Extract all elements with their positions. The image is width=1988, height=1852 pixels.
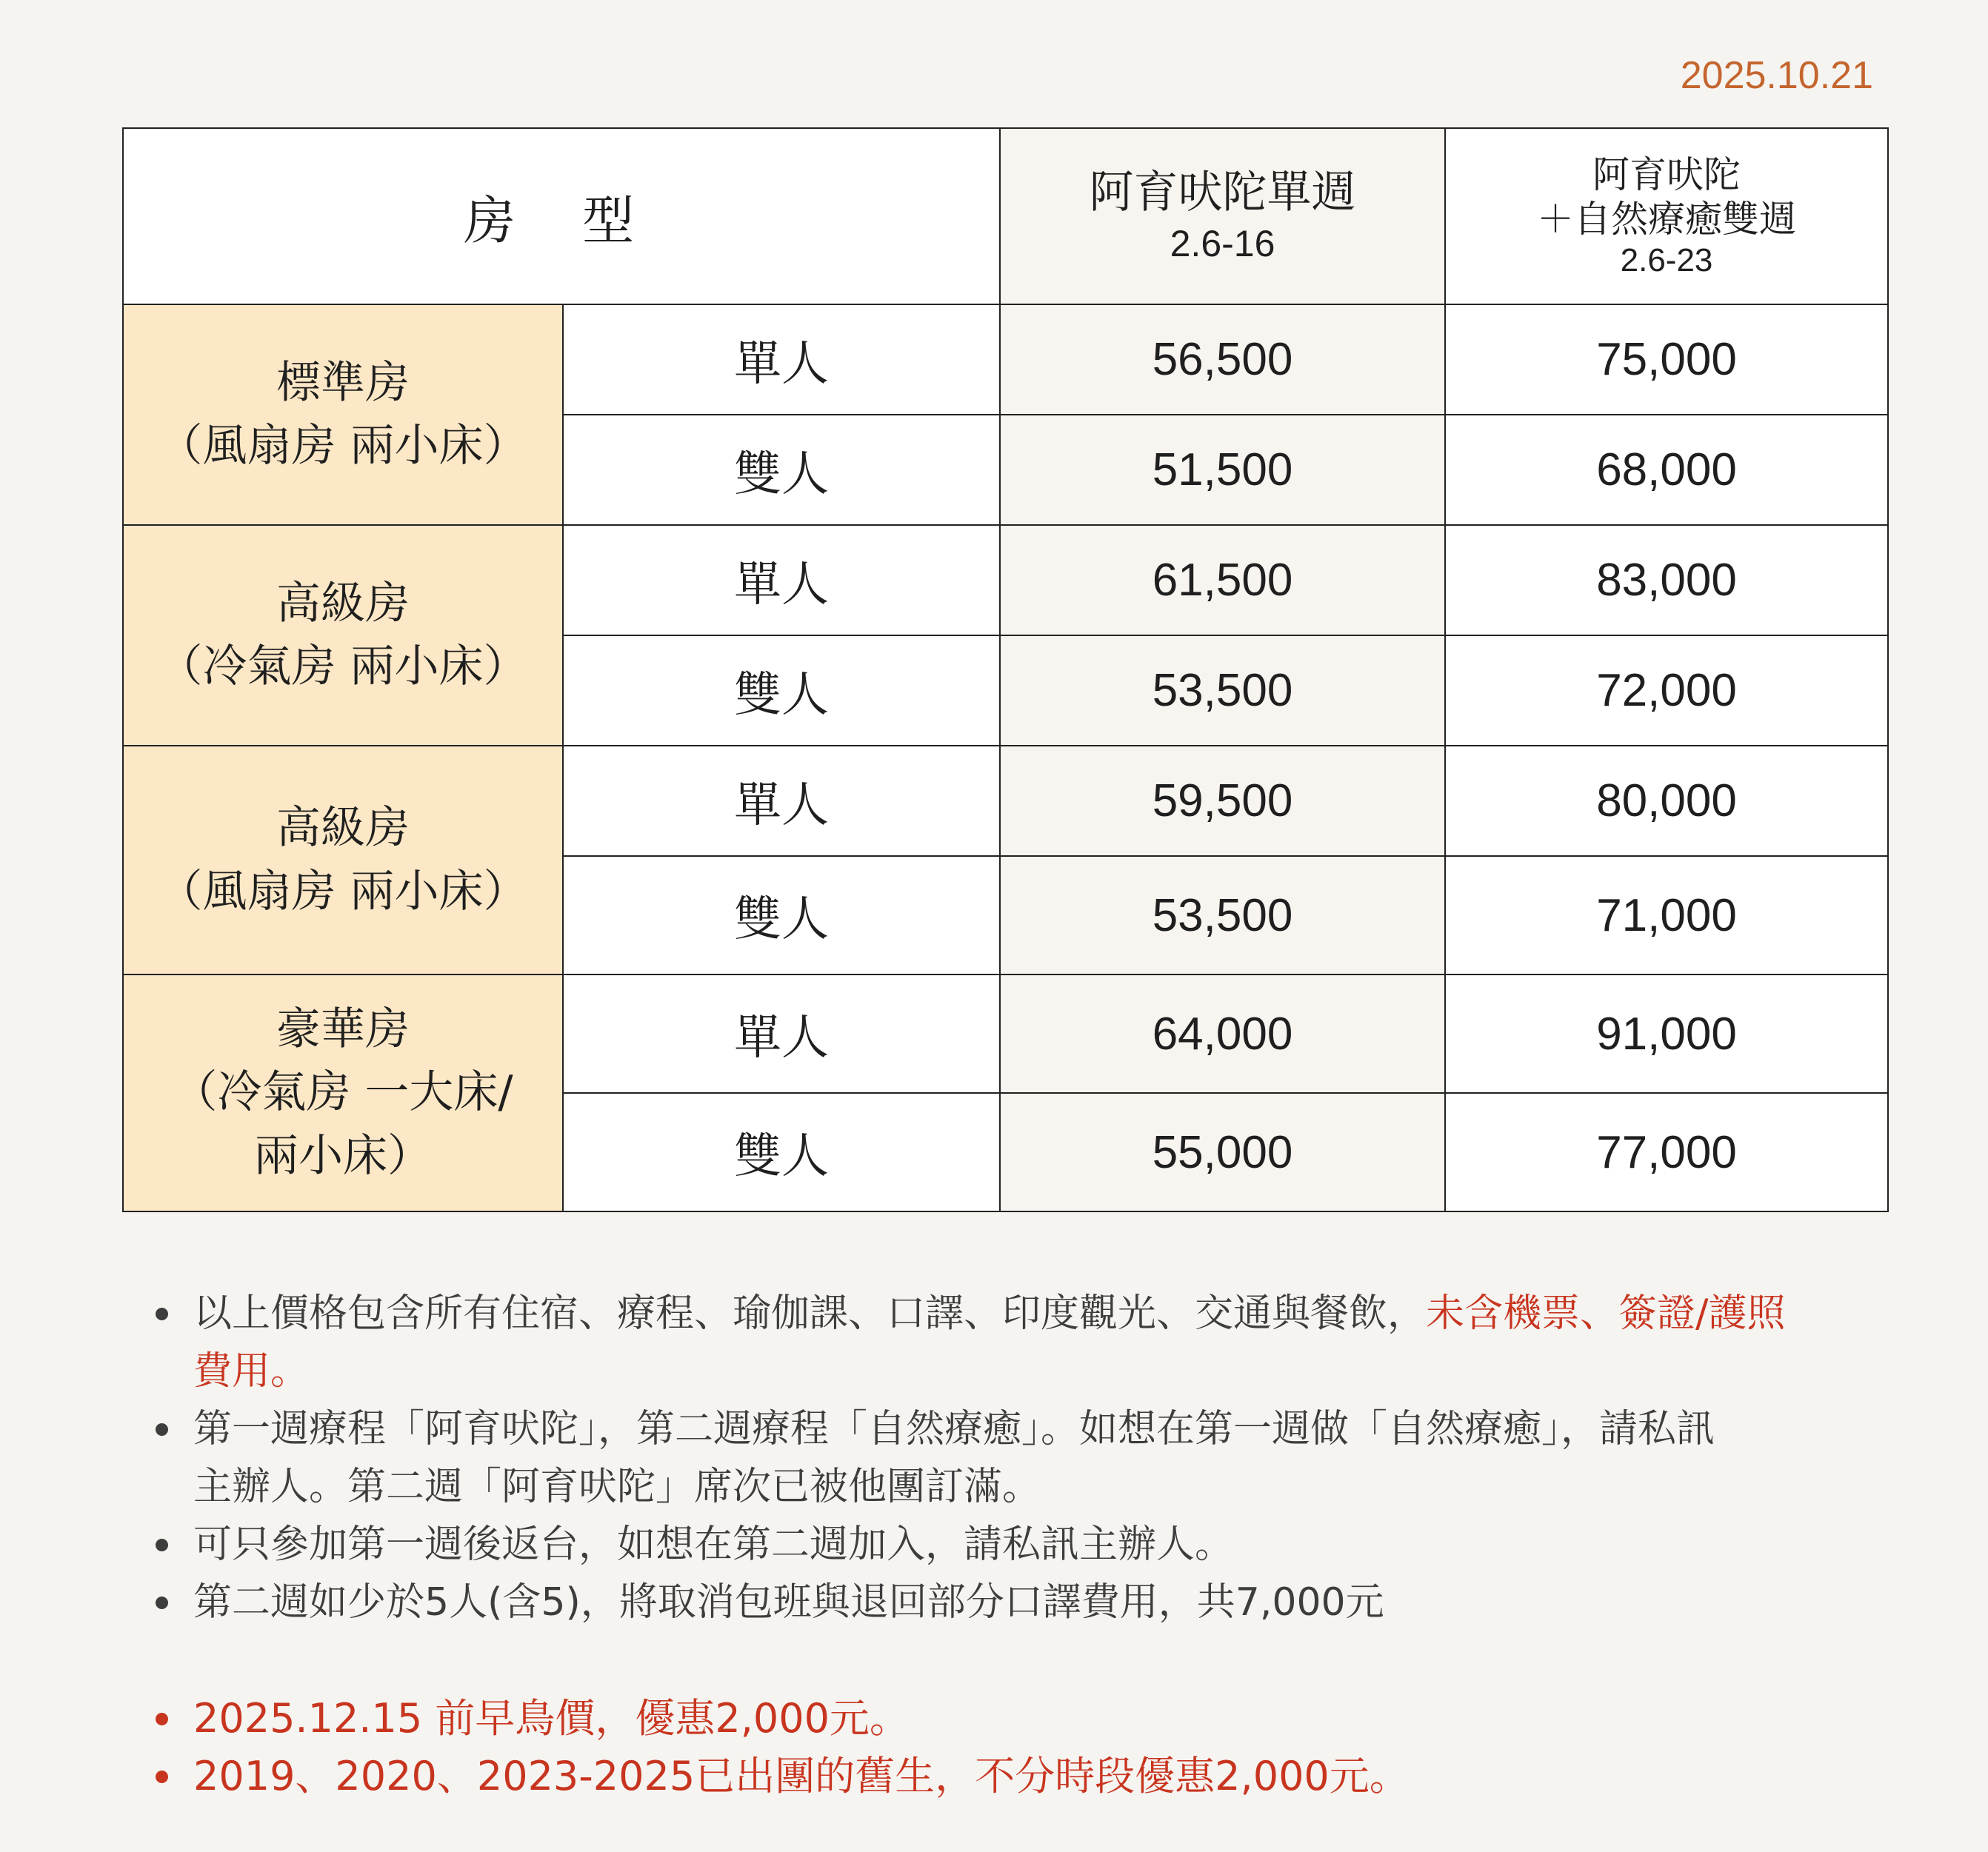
note-item (152, 1574, 1796, 1631)
week2-price-cell: 83,000 (1445, 525, 1888, 635)
table-row (123, 304, 1888, 415)
note-text: 可只參加第一週後返台，如想在第二週加入，請私訊主辦人。 (193, 1522, 1234, 1567)
room-name: 高級房 (276, 802, 410, 855)
week2-header (1445, 128, 1888, 304)
week1-price-cell: 51,500 (1000, 415, 1445, 525)
week1-title: 阿育吠陀單週 (1089, 167, 1356, 219)
table-row (123, 525, 1888, 635)
room-detail-cont: 兩小床） (254, 1129, 432, 1182)
week2-price-cell: 75,000 (1445, 304, 1888, 415)
week2-price-cell: 77,000 (1445, 1093, 1888, 1211)
room-name-cell (123, 746, 563, 975)
promo-text: 2025.12.15 前早鳥價，優惠2,000元。 (193, 1695, 910, 1742)
week2-price-cell: 80,000 (1445, 746, 1888, 856)
occupancy-cell: 單人 (563, 304, 1000, 415)
week1-dates: 2.6-16 (1170, 223, 1275, 265)
note-item (152, 1285, 1796, 1400)
week1-price-cell: 53,500 (1000, 856, 1445, 975)
occupancy-cell: 單人 (563, 975, 1000, 1093)
week1-price-cell: 56,500 (1000, 304, 1445, 415)
room-name-cell (123, 525, 563, 746)
week1-price-cell: 61,500 (1000, 525, 1445, 635)
room-name-cell (123, 975, 563, 1211)
notes-list (152, 1285, 1796, 1631)
occupancy-cell: 單人 (563, 746, 1000, 856)
week1-price-cell: 53,500 (1000, 635, 1445, 746)
promo-list (152, 1690, 1410, 1805)
room-name-cell (123, 304, 563, 525)
week2-title-line2: ＋自然療癒雙週 (1537, 197, 1797, 241)
note-text: 以上價格包含所有住宿、療程、瑜伽課、口譯、印度觀光、交通與餐飲， (193, 1291, 1427, 1336)
week1-header (1000, 128, 1445, 304)
occupancy-cell: 雙人 (563, 856, 1000, 975)
occupancy-cell: 雙人 (563, 1093, 1000, 1211)
occupancy-cell: 雙人 (563, 635, 1000, 746)
table-header-row (123, 128, 1888, 304)
table-row (123, 975, 1888, 1093)
table-row (123, 746, 1888, 856)
room-name: 高級房 (276, 577, 410, 629)
week1-price-cell: 55,000 (1000, 1093, 1445, 1211)
price-table (122, 127, 1889, 1212)
room-name: 標準房 (276, 356, 410, 409)
week2-dates: 2.6-23 (1620, 241, 1713, 278)
document-date: 2025.10.21 (1680, 54, 1873, 97)
promo-item (152, 1690, 1410, 1748)
week2-title-line1: 阿育吠陀 (1592, 153, 1741, 196)
week2-price-cell: 68,000 (1445, 415, 1888, 525)
promo-text: 2019、2020、2023-2025已出團的舊生，不分時段優惠2,000元。 (193, 1753, 1410, 1799)
week2-price-cell: 91,000 (1445, 975, 1888, 1093)
promo-item (152, 1748, 1410, 1805)
week1-price-cell: 59,500 (1000, 746, 1445, 856)
note-text: 第二週如少於5人(含5)，將取消包班與退回部分口譯費用，共7,000元 (193, 1580, 1384, 1625)
room-name: 豪華房 (276, 1003, 410, 1056)
week2-price-cell: 72,000 (1445, 635, 1888, 746)
room-detail: （風扇房 兩小床） (158, 865, 528, 917)
week1-price-cell: 64,000 (1000, 975, 1445, 1093)
room-detail: （冷氣房 一大床/ (173, 1066, 513, 1119)
note-text: 第一週療程「阿育吠陀」，第二週療程「自然療癒」。如想在第一週做「自然療癒」，請私訊主辦人。第二週「阿育吠陀」席次已被他團訂滿。 (193, 1407, 1715, 1509)
occupancy-cell: 雙人 (563, 415, 1000, 525)
room-type-header: 房 型 (123, 128, 1000, 304)
room-detail: （冷氣房 兩小床） (158, 641, 528, 692)
room-detail: （風扇房 兩小床） (158, 420, 528, 472)
note-item (152, 1400, 1719, 1516)
occupancy-cell: 單人 (563, 525, 1000, 635)
note-item (152, 1516, 1796, 1574)
note-highlight: 未含機票、簽證/護照費用。 (193, 1291, 1786, 1394)
week2-price-cell: 71,000 (1445, 856, 1888, 975)
